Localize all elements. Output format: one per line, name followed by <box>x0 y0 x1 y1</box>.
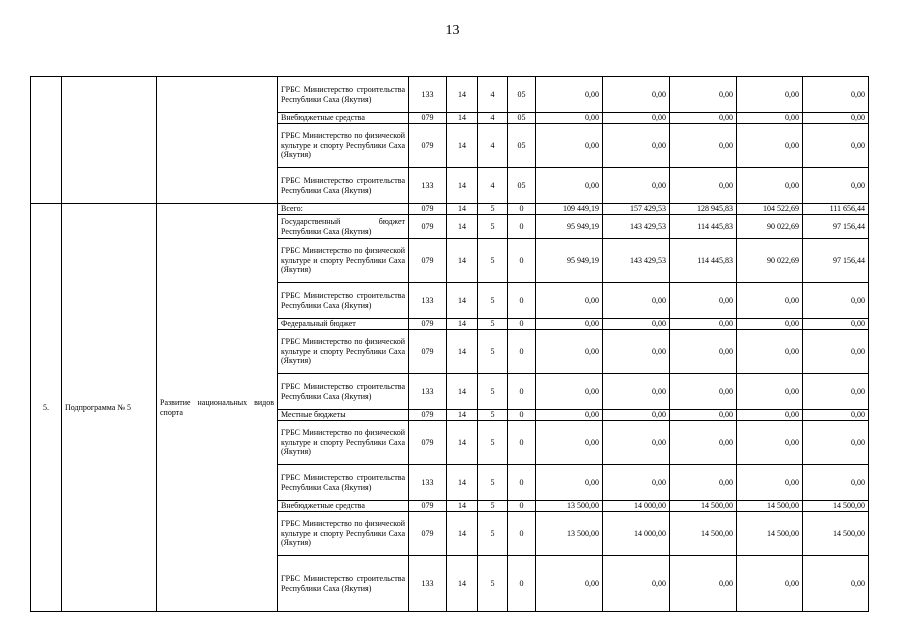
amount-cell: 0,00 <box>670 77 737 113</box>
target-article-cell: 0 <box>508 215 536 239</box>
amount-cell: 0,00 <box>536 319 603 330</box>
amount-cell: 0,00 <box>670 330 737 374</box>
amount-cell: 0,00 <box>803 421 869 465</box>
target-article-cell: 0 <box>508 410 536 421</box>
index-cell <box>31 77 62 204</box>
grbs-code-cell: 133 <box>409 556 447 612</box>
amount-cell: 0,00 <box>603 374 670 410</box>
source-cell: ГРБС Министерство строительства Республики Саха (Якутия) <box>278 283 409 319</box>
source-cell: Государственный бюджет Республики Саха (Якутия) <box>278 215 409 239</box>
amount-cell: 0,00 <box>603 330 670 374</box>
amount-cell: 0,00 <box>603 124 670 168</box>
target-article-cell: 05 <box>508 168 536 204</box>
target-article-cell: 0 <box>508 330 536 374</box>
source-cell: ГРБС Министерство по физической культуре и спорту Республики Саха (Якутия) <box>278 124 409 168</box>
grbs-code-cell: 079 <box>409 421 447 465</box>
grbs-code-cell: 079 <box>409 512 447 556</box>
subsection-code-cell: 5 <box>478 410 508 421</box>
amount-cell: 90 022,69 <box>737 239 803 283</box>
grbs-code-cell: 079 <box>409 410 447 421</box>
amount-cell: 14 500,00 <box>737 512 803 556</box>
grbs-code-cell: 133 <box>409 77 447 113</box>
target-article-cell: 05 <box>508 124 536 168</box>
subsection-code-cell: 5 <box>478 556 508 612</box>
page-number: 13 <box>445 23 460 38</box>
amount-cell: 0,00 <box>670 168 737 204</box>
amount-cell: 13 500,00 <box>536 501 603 512</box>
amount-cell: 0,00 <box>737 283 803 319</box>
amount-cell: 0,00 <box>737 421 803 465</box>
amount-cell: 0,00 <box>536 113 603 124</box>
subsection-code-cell: 5 <box>478 283 508 319</box>
amount-cell: 14 500,00 <box>670 501 737 512</box>
budget-table <box>30 76 869 612</box>
grbs-code-cell: 133 <box>409 168 447 204</box>
target-article-cell: 0 <box>508 501 536 512</box>
target-article-cell: 0 <box>508 239 536 283</box>
section-code-cell: 14 <box>447 124 478 168</box>
amount-cell: 0,00 <box>670 283 737 319</box>
amount-cell: 143 429,53 <box>603 239 670 283</box>
source-cell: Внебюджетные средства <box>278 113 409 124</box>
amount-cell: 90 022,69 <box>737 215 803 239</box>
grbs-code-cell: 079 <box>409 204 447 215</box>
amount-cell: 0,00 <box>536 421 603 465</box>
subsection-code-cell: 4 <box>478 168 508 204</box>
amount-cell: 0,00 <box>670 113 737 124</box>
amount-cell: 128 945,83 <box>670 204 737 215</box>
amount-cell: 0,00 <box>536 283 603 319</box>
subsection-code-cell: 5 <box>478 239 508 283</box>
amount-cell: 14 500,00 <box>803 501 869 512</box>
amount-cell: 14 000,00 <box>603 512 670 556</box>
source-cell: Местные бюджеты <box>278 410 409 421</box>
amount-cell: 0,00 <box>603 77 670 113</box>
amount-cell: 0,00 <box>603 410 670 421</box>
source-cell: ГРБС Министерство строительства Республики Саха (Якутия) <box>278 168 409 204</box>
amount-cell: 0,00 <box>737 374 803 410</box>
subsection-code-cell: 5 <box>478 501 508 512</box>
section-code-cell: 14 <box>447 501 478 512</box>
grbs-code-cell: 133 <box>409 374 447 410</box>
amount-cell: 143 429,53 <box>603 215 670 239</box>
amount-cell: 14 500,00 <box>670 512 737 556</box>
subsection-code-cell: 4 <box>478 77 508 113</box>
amount-cell: 0,00 <box>737 77 803 113</box>
amount-cell: 0,00 <box>737 330 803 374</box>
subsection-code-cell: 5 <box>478 204 508 215</box>
amount-cell: 0,00 <box>803 319 869 330</box>
amount-cell: 0,00 <box>536 465 603 501</box>
amount-cell: 0,00 <box>536 410 603 421</box>
amount-cell: 0,00 <box>803 113 869 124</box>
subsection-code-cell: 5 <box>478 215 508 239</box>
grbs-code-cell: 133 <box>409 465 447 501</box>
grbs-code-cell: 079 <box>409 239 447 283</box>
source-cell: ГРБС Министерство по физической культуре и спорту Республики Саха (Якутия) <box>278 330 409 374</box>
source-cell: ГРБС Министерство строительства Республики Саха (Якутия) <box>278 556 409 612</box>
amount-cell: 0,00 <box>603 168 670 204</box>
amount-cell: 0,00 <box>737 319 803 330</box>
amount-cell: 0,00 <box>803 77 869 113</box>
amount-cell: 0,00 <box>603 319 670 330</box>
amount-cell: 14 500,00 <box>803 512 869 556</box>
amount-cell: 114 445,83 <box>670 239 737 283</box>
source-cell: ГРБС Министерство по физической культуре и спорту Республики Саха (Якутия) <box>278 239 409 283</box>
section-code-cell: 14 <box>447 113 478 124</box>
source-cell: ГРБС Министерство строительства Республики Саха (Якутия) <box>278 374 409 410</box>
subsection-code-cell: 5 <box>478 465 508 501</box>
amount-cell: 0,00 <box>670 421 737 465</box>
target-article-cell: 0 <box>508 465 536 501</box>
subsection-code-cell: 5 <box>478 512 508 556</box>
target-article-cell: 0 <box>508 374 536 410</box>
amount-cell: 0,00 <box>536 330 603 374</box>
amount-cell: 0,00 <box>670 465 737 501</box>
target-article-cell: 05 <box>508 77 536 113</box>
amount-cell: 97 156,44 <box>803 215 869 239</box>
amount-cell: 0,00 <box>803 410 869 421</box>
amount-cell: 0,00 <box>603 556 670 612</box>
grbs-code-cell: 079 <box>409 501 447 512</box>
amount-cell: 104 522,69 <box>737 204 803 215</box>
subsection-code-cell: 5 <box>478 374 508 410</box>
amount-cell: 114 445,83 <box>670 215 737 239</box>
subsection-code-cell: 4 <box>478 113 508 124</box>
amount-cell: 0,00 <box>803 465 869 501</box>
grbs-code-cell: 133 <box>409 283 447 319</box>
amount-cell: 0,00 <box>536 124 603 168</box>
amount-cell: 0,00 <box>536 556 603 612</box>
subprogram-name: Подпрограмма № 5 <box>62 204 157 612</box>
grbs-code-cell: 079 <box>409 113 447 124</box>
section-code-cell: 14 <box>447 374 478 410</box>
amount-cell: 95 949,19 <box>536 215 603 239</box>
amount-cell: 0,00 <box>803 124 869 168</box>
amount-cell: 0,00 <box>536 168 603 204</box>
subsection-code-cell: 5 <box>478 421 508 465</box>
source-cell: ГРБС Министерство по физической культуре и спорту Республики Саха (Якутия) <box>278 512 409 556</box>
section-code-cell: 14 <box>447 215 478 239</box>
section-code-cell: 14 <box>447 77 478 113</box>
amount-cell: 0,00 <box>737 113 803 124</box>
amount-cell: 0,00 <box>670 124 737 168</box>
amount-cell: 0,00 <box>603 421 670 465</box>
amount-cell: 0,00 <box>803 283 869 319</box>
amount-cell: 14 500,00 <box>737 501 803 512</box>
amount-cell: 0,00 <box>803 168 869 204</box>
target-article-cell: 0 <box>508 204 536 215</box>
amount-cell: 109 449,19 <box>536 204 603 215</box>
amount-cell: 0,00 <box>803 556 869 612</box>
section-code-cell: 14 <box>447 168 478 204</box>
section-code-cell: 14 <box>447 283 478 319</box>
section-code-cell: 14 <box>447 556 478 612</box>
section-code-cell: 14 <box>447 204 478 215</box>
amount-cell: 0,00 <box>803 374 869 410</box>
amount-cell: 111 656,44 <box>803 204 869 215</box>
target-article-cell: 0 <box>508 319 536 330</box>
section-code-cell: 14 <box>447 512 478 556</box>
source-cell: Внебюджетные средства <box>278 501 409 512</box>
source-cell: ГРБС Министерство строительства Республики Саха (Якутия) <box>278 77 409 113</box>
source-cell: ГРБС Министерство строительства Республики Саха (Якутия) <box>278 465 409 501</box>
section-code-cell: 14 <box>447 330 478 374</box>
amount-cell: 0,00 <box>737 410 803 421</box>
section-code-cell: 14 <box>447 421 478 465</box>
amount-cell: 0,00 <box>670 374 737 410</box>
amount-cell: 0,00 <box>603 465 670 501</box>
amount-cell: 0,00 <box>670 556 737 612</box>
table-row <box>31 204 869 215</box>
amount-cell: 0,00 <box>536 77 603 113</box>
subprogram-title: Развитие национальных видов спорта <box>157 204 278 612</box>
grbs-code-cell: 079 <box>409 124 447 168</box>
source-cell: ГРБС Министерство по физической культуре и спорту Республики Саха (Якутия) <box>278 421 409 465</box>
amount-cell: 0,00 <box>670 410 737 421</box>
grbs-code-cell: 079 <box>409 319 447 330</box>
section-code-cell: 14 <box>447 319 478 330</box>
amount-cell: 0,00 <box>737 168 803 204</box>
amount-cell: 0,00 <box>737 556 803 612</box>
subsection-code-cell: 4 <box>478 124 508 168</box>
title-cell <box>157 77 278 204</box>
amount-cell: 0,00 <box>603 113 670 124</box>
target-article-cell: 0 <box>508 512 536 556</box>
source-cell: Федеральный бюджет <box>278 319 409 330</box>
section-code-cell: 14 <box>447 465 478 501</box>
subprogram-index: 5. <box>31 204 62 612</box>
target-article-cell: 0 <box>508 283 536 319</box>
section-code-cell: 14 <box>447 239 478 283</box>
amount-cell: 95 949,19 <box>536 239 603 283</box>
grbs-code-cell: 079 <box>409 330 447 374</box>
amount-cell: 97 156,44 <box>803 239 869 283</box>
name-cell <box>62 77 157 204</box>
amount-cell: 0,00 <box>603 283 670 319</box>
amount-cell: 0,00 <box>737 124 803 168</box>
grbs-code-cell: 079 <box>409 215 447 239</box>
amount-cell: 14 000,00 <box>603 501 670 512</box>
section-code-cell: 14 <box>447 410 478 421</box>
source-cell: Всего: <box>278 204 409 215</box>
target-article-cell: 05 <box>508 113 536 124</box>
amount-cell: 0,00 <box>737 465 803 501</box>
subsection-code-cell: 5 <box>478 330 508 374</box>
amount-cell: 0,00 <box>803 330 869 374</box>
target-article-cell: 0 <box>508 556 536 612</box>
target-article-cell: 0 <box>508 421 536 465</box>
table-row <box>31 77 869 113</box>
amount-cell: 0,00 <box>536 374 603 410</box>
subsection-code-cell: 5 <box>478 319 508 330</box>
amount-cell: 0,00 <box>670 319 737 330</box>
amount-cell: 157 429,53 <box>603 204 670 215</box>
amount-cell: 13 500,00 <box>536 512 603 556</box>
